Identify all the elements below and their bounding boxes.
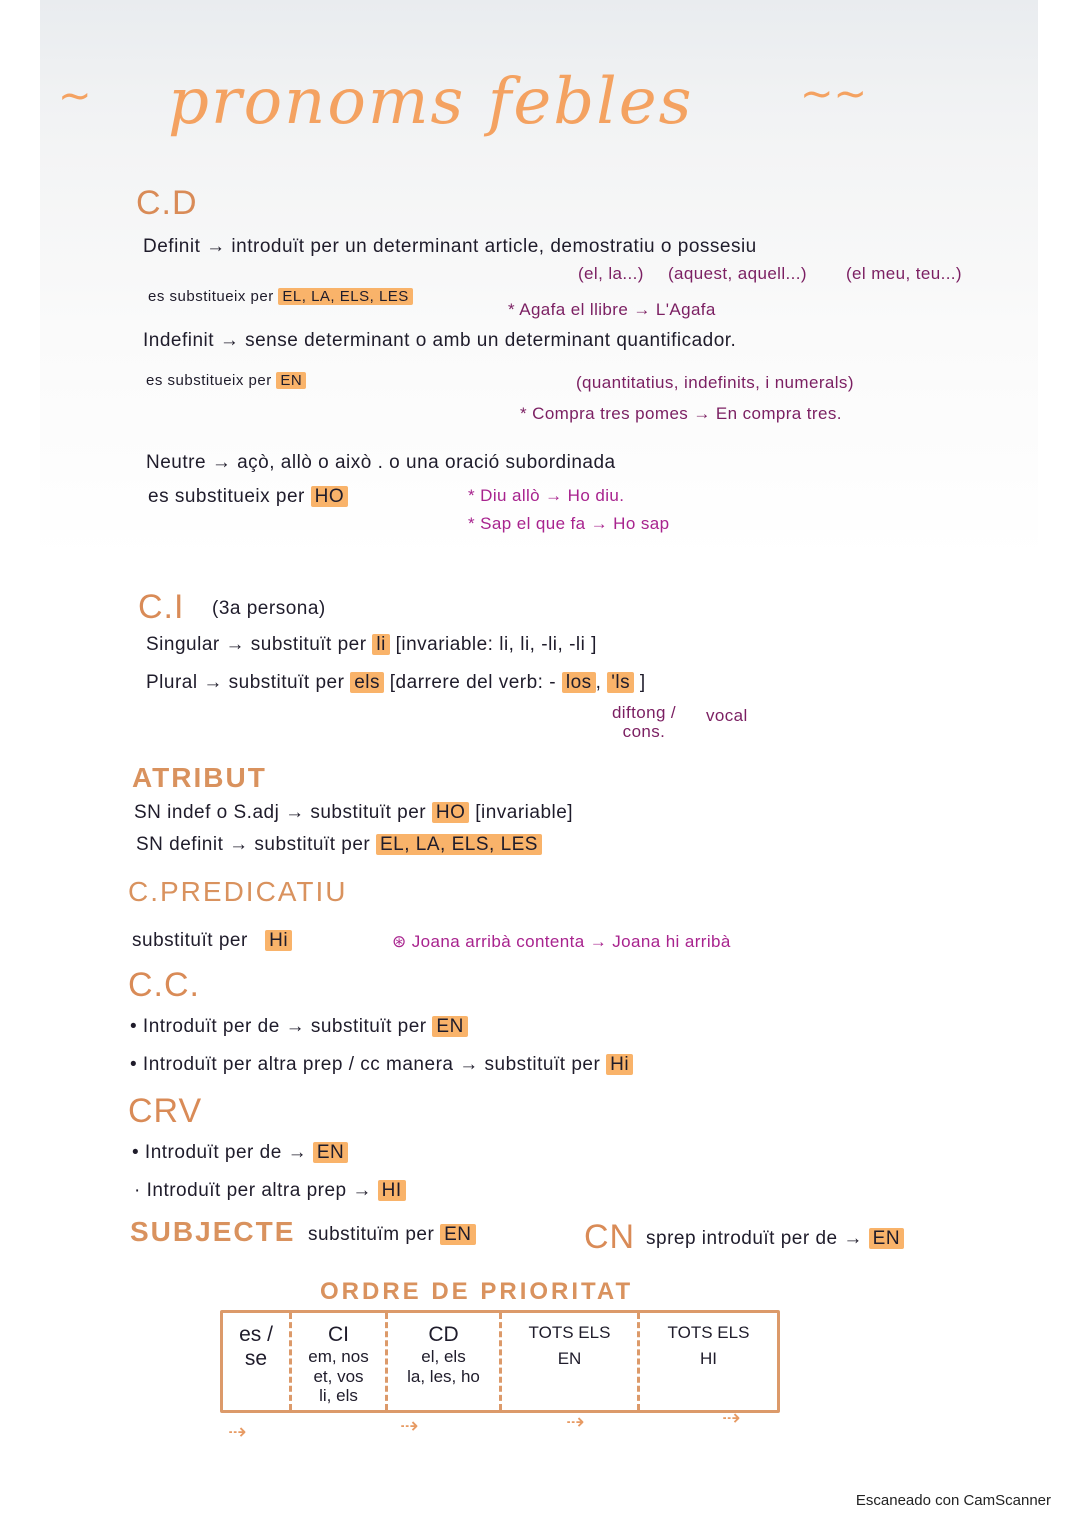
priority-col-item: HI (700, 1348, 717, 1368)
ci-singular-bracket: [invariable: li, li, -li, -li ] (395, 634, 597, 655)
cn-line (646, 1228, 904, 1251)
section-heading-cn: CN (584, 1218, 636, 1256)
priority-col-reflexive (223, 1313, 289, 1410)
priority-col-item: EN (557, 1348, 582, 1368)
page-title: pronoms febles (168, 65, 694, 139)
atribut-line-1 (134, 802, 573, 825)
ci-plural-label: Plural (146, 672, 198, 693)
pronoun-highlight: EN (276, 372, 306, 389)
subjecte-text: substituïm per (308, 1224, 435, 1245)
section-heading-cc: C.C. (128, 966, 200, 1004)
cc-line-text: • Introduït per altra prep / cc manera → substituït per (130, 1054, 601, 1075)
ci-plural-bracket-suffix: ] (639, 672, 646, 693)
priority-col-head: CD (428, 1323, 459, 1346)
priority-order-table (220, 1310, 780, 1413)
priority-col-item: li, els (319, 1386, 358, 1406)
atribut-line-text: SN definit → substituït per (136, 834, 371, 855)
priority-col-en (499, 1313, 637, 1410)
ordre-title: ORDRE DE PRIORITAT (320, 1278, 634, 1305)
ci-subheading: (3a persona) (212, 598, 326, 619)
cd-definit-text: introduït per un determinant article, demostratiu o possesiu (231, 236, 757, 257)
cd-indefinit-text: sense determinant o amb un determinant quantificador. (245, 330, 737, 351)
cd-indefinit-line (143, 330, 736, 353)
cd-definit-example: * Agafa el llibre → L'Agafa (508, 300, 716, 319)
cd-neutre-text: açò, allò o això . o una oració subordinada (237, 452, 616, 473)
pronoun-highlight: EL, LA, ELS, LES (376, 834, 542, 855)
section-heading-atribut: ATRIBUT (132, 762, 267, 793)
cc-line-text: • Introduït per de → substituït per (130, 1016, 427, 1037)
cd-note-possesiu: (el meu, teu...) (846, 264, 962, 283)
atribut-line-text: SN indef o S.adj → substituït per (134, 802, 427, 823)
priority-col-ci (289, 1313, 385, 1410)
section-heading-predicatiu: C.PREDICATIU (128, 876, 348, 907)
predicatiu-line (132, 930, 292, 953)
crv-line-1 (132, 1142, 348, 1165)
title-right-decoration: ~~ (800, 71, 868, 117)
atribut-line-suffix: [invariable] (475, 802, 574, 823)
subjecte-line (308, 1224, 476, 1247)
pronoun-highlight: HI (378, 1180, 406, 1201)
crv-line-text: · Introduït per altra prep → (134, 1180, 372, 1201)
arrow-icon: → (211, 452, 232, 473)
arrow-icon: → (203, 672, 223, 693)
section-heading-crv: CRV (128, 1092, 203, 1130)
section-heading-cd: C.D (136, 184, 198, 222)
arrow-icon: → (219, 330, 240, 351)
pronoun-highlight: los (562, 672, 596, 693)
priority-col-item: el, els (421, 1347, 466, 1367)
pronoun-highlight: EN (432, 1016, 467, 1037)
ci-plural-note-vocal: vocal (706, 706, 748, 725)
arrow-right-icon: ⇢ (400, 1414, 419, 1439)
priority-col-item: em, nos (308, 1347, 369, 1367)
pronoun-highlight: HO (311, 486, 349, 507)
ci-plural-note-diftong: diftong / cons. (611, 703, 677, 741)
subst-prefix: es substitueix per (146, 372, 272, 389)
cd-neutre-example-2: * Sap el que fa → Ho sap (468, 514, 670, 533)
crv-line-text: • Introduït per de → (132, 1142, 308, 1163)
ci-singular-label: Singular (146, 634, 220, 655)
cc-line-2 (130, 1054, 633, 1077)
cn-text: sprep introduït per de → (646, 1228, 863, 1249)
cd-indefinit-label: Indefinit (143, 330, 215, 351)
priority-col-item: la, les, ho (407, 1366, 480, 1386)
arrow-right-icon: ⇢ (228, 1420, 247, 1445)
priority-col-head: TOTS ELS (667, 1323, 750, 1342)
atribut-line-2 (136, 834, 542, 857)
pronoun-highlight: Hi (606, 1054, 633, 1075)
pronoun-highlight: EN (440, 1224, 475, 1245)
pronoun-highlight: EN (313, 1142, 348, 1163)
section-heading-subjecte: SUBJECTE (130, 1216, 296, 1247)
priority-col-head: es / (239, 1323, 273, 1346)
cd-definit-label: Definit (143, 236, 201, 257)
cd-indefinit-example: * Compra tres pomes → En compra tres. (520, 404, 842, 423)
pronoun-highlight: li (372, 634, 389, 655)
cc-line-1 (130, 1016, 468, 1039)
priority-col-cd (385, 1313, 499, 1410)
subst-prefix: es substitueix per (148, 486, 305, 507)
cd-note-demostratiu: (aquest, aquell...) (668, 264, 807, 283)
priority-col-item: et, vos (313, 1366, 364, 1386)
predicatiu-example: ⊛ Joana arribà contenta → Joana hi arribà (392, 932, 731, 951)
pronoun-highlight: EN (869, 1228, 904, 1249)
ci-singular-line (146, 634, 597, 657)
predicatiu-text: substituït per (132, 930, 248, 951)
arrow-right-icon: ⇢ (566, 1410, 585, 1435)
ci-plural-line: Plural → substituït per els [darrere del verb: - los , 'ls ] (146, 672, 646, 693)
pronoun-highlight: 'ls (607, 672, 634, 693)
pronoun-highlight: els (350, 672, 384, 693)
priority-col-hi (637, 1313, 777, 1410)
pronoun-highlight: EL, LA, ELS, LES (278, 288, 412, 305)
ci-plural-bracket-prefix: [darrere del verb: - (389, 672, 557, 693)
scanned-paper-sheet (40, 0, 1038, 1482)
pronoun-highlight: Hi (265, 930, 292, 951)
subst-prefix: es substitueix per (148, 288, 274, 305)
cd-definit-line (143, 236, 757, 259)
crv-line-2 (134, 1180, 406, 1203)
priority-col-head: CI (328, 1323, 349, 1346)
cd-neutre-line (146, 452, 616, 475)
cd-definit-subst-line (148, 288, 413, 306)
cd-indefinit-note: (quantitatius, indefinits, i numerals) (576, 373, 854, 392)
arrow-right-icon: ⇢ (722, 1406, 741, 1431)
arrow-icon: → (206, 236, 226, 257)
priority-col-head: TOTS ELS (528, 1323, 611, 1342)
section-heading-ci: C.I (138, 588, 185, 626)
priority-col-item: se (244, 1347, 268, 1371)
ci-singular-text: substituït per (250, 634, 367, 655)
cd-neutre-subst-line (148, 486, 348, 509)
ci-plural-text: substituït per (228, 672, 345, 693)
cd-neutre-label: Neutre (146, 452, 207, 473)
pronoun-highlight: HO (432, 802, 470, 823)
camscanner-watermark: Escaneado con CamScanner (855, 1492, 1051, 1509)
cd-neutre-example-1: * Diu allò → Ho diu. (468, 486, 625, 505)
arrow-icon: → (225, 634, 245, 655)
title-left-decoration: ~ (58, 73, 92, 119)
cd-note-article: (el, la...) (578, 264, 644, 283)
cd-indefinit-subst-line (146, 372, 306, 390)
